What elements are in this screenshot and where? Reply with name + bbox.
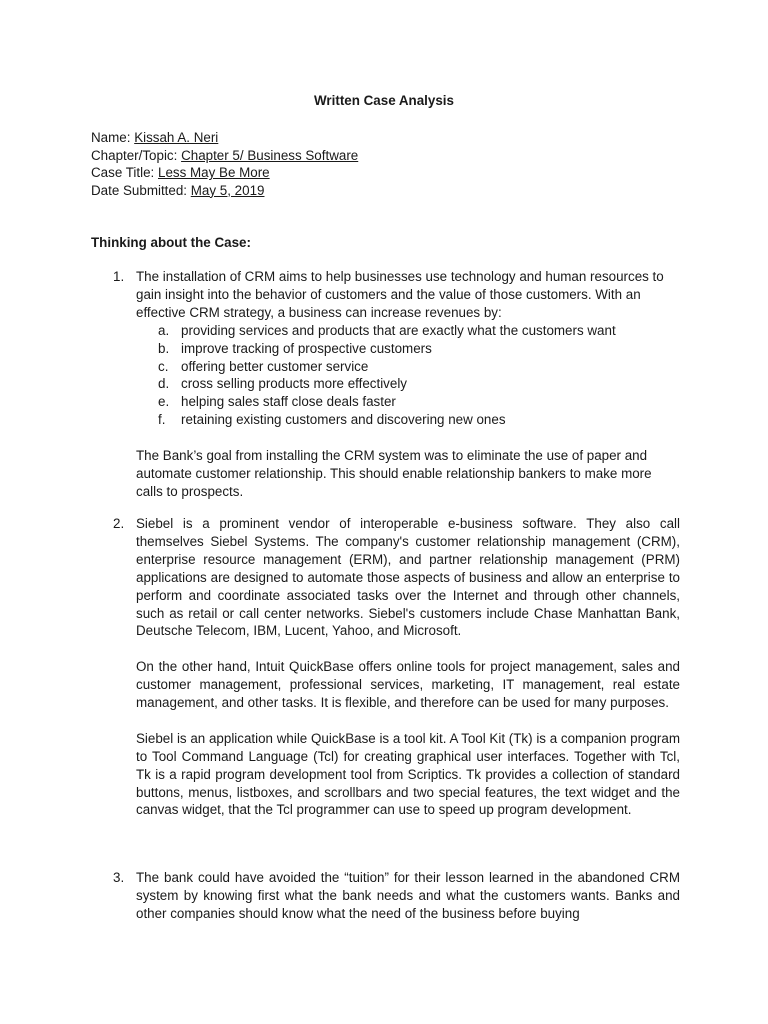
- sub-list-letter: a.: [158, 322, 170, 338]
- item-2-paragraph-3: Siebel is an application while QuickBase is a tool kit. A Tool Kit (Tk) is a companion program to Tool Command Language (Tcl) for creating graphical user interfaces. Together with Tcl, Tk is a rapid program development tool from Scriptics. Tk provides a collection of standard buttons, menus, listboxes, and scrollbars and two special features, the text widget and the canvas widget, that the Tcl programmer can use to speed up program development.: [136, 730, 680, 818]
- sub-list: [136, 322, 680, 429]
- list-item-body: [136, 869, 680, 923]
- item-2-paragraph-1: Siebel is a prominent vendor of interoperable e-business software. They also call themselves Siebel Systems. The company's customer relationship management (CRM), enterprise resource management (ERM), and partner relationship management (PRM) applications are designed to automate those aspects of business and allow an enterprise to perform and coordinate associated tasks over the Internet and through other channels, such as retail or call center networks. Siebel's customers include Chase Manhattan Bank, Deutsche Telecom, IBM, Lucent, Yahoo, and Microsoft.: [136, 516, 680, 639]
- item-1-intro: The installation of CRM aims to help businesses use technology and human resources to gain insight into the behavior of customers and the value of those customers. With an effective CRM strategy, a business can increase revenues by:: [136, 269, 664, 320]
- sub-list-item: [136, 375, 680, 393]
- meta-name-label: Name:: [91, 130, 131, 145]
- list-item-body: [136, 268, 680, 501]
- list-item-2: [113, 515, 680, 819]
- sub-list-text: helping sales staff close deals faster: [181, 394, 396, 410]
- meta-date-label: Date Submitted:: [91, 182, 188, 198]
- list-item-number: 2.: [113, 516, 125, 531]
- sub-list-item: [136, 358, 680, 376]
- sub-list-text: improve tracking of prospective customers: [181, 340, 432, 356]
- sub-list-item: [136, 411, 680, 429]
- meta-chapter-row: [91, 147, 358, 165]
- list-item-number: 3.: [113, 870, 125, 885]
- meta-date-row: [91, 182, 358, 200]
- sub-list-text: retaining existing customers and discovering new ones: [181, 412, 506, 428]
- item-1-paragraph: The Bank’s goal from installing the CRM system was to eliminate the use of paper and automate customer relationship. This should enable relationship bankers to make more calls to prospects.: [136, 448, 652, 499]
- meta-case-value: Less May Be More: [158, 165, 270, 180]
- document-title: Written Case Analysis: [314, 93, 454, 108]
- list-item-body: [136, 515, 680, 819]
- sub-list-text: providing services and products that are exactly what the customers want: [181, 322, 616, 338]
- sub-list-item: [136, 322, 680, 340]
- sub-list-letter: d.: [158, 376, 170, 392]
- meta-case-label: Case Title:: [91, 165, 155, 180]
- sub-list-text: offering better customer service: [181, 358, 369, 374]
- sub-list-letter: c.: [158, 358, 169, 374]
- meta-chapter-value: Chapter 5/ Business Software: [181, 147, 359, 163]
- sub-list-item: [136, 340, 680, 358]
- list-item-3: [113, 869, 680, 923]
- meta-date-value: May 5, 2019: [190, 182, 265, 198]
- section-heading: Thinking about the Case:: [91, 235, 251, 250]
- meta-chapter-label: Chapter/Topic:: [91, 147, 178, 163]
- sub-list-letter: b.: [158, 340, 170, 356]
- list-item-1: [113, 268, 680, 501]
- item-2-paragraph-2: On the other hand, Intuit QuickBase offers online tools for project management, sales and customer management, professional services, marketing, IT management, real estate management, and other tasks. It is flexible, and therefore can be used for many purposes.: [136, 659, 680, 711]
- list-item-number: 1.: [113, 269, 125, 284]
- document-meta: [91, 129, 358, 199]
- sub-list-item: [136, 393, 680, 411]
- meta-case-row: [91, 164, 358, 182]
- item-3-paragraph: The bank could have avoided the “tuition” for their lesson learned in the abandoned CRM system by knowing first what the bank needs and what the customers wants. Banks and other companies should know what the need of the business before buying: [136, 870, 680, 921]
- sub-list-letter: f.: [158, 412, 166, 428]
- meta-name-value: Kissah A. Neri: [134, 130, 219, 145]
- meta-name-row: [91, 129, 358, 147]
- sub-list-letter: e.: [158, 394, 170, 410]
- sub-list-text: cross selling products more effectively: [181, 376, 407, 392]
